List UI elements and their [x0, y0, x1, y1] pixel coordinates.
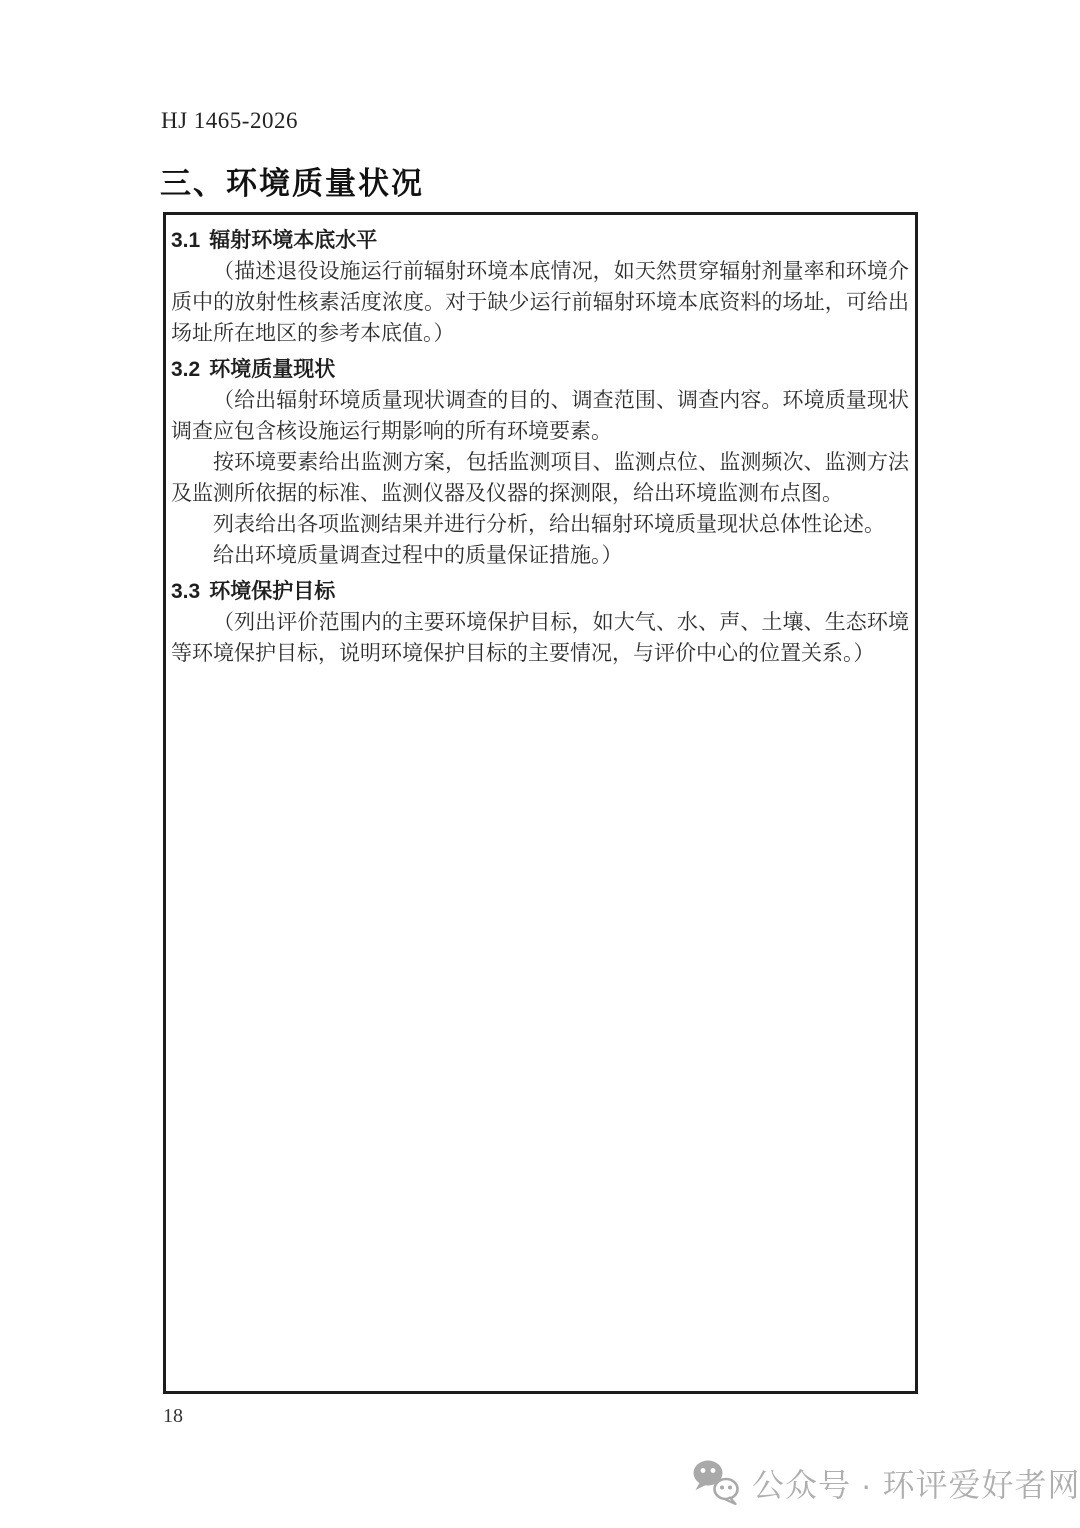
- doc-code: HJ 1465-2026: [161, 108, 298, 133]
- section-paragraph: 列表给出各项监测结果并进行分析，给出辐射环境质量现状总体性论述。: [213, 512, 885, 536]
- section-paragraph: 给出环境质量调查过程中的质量保证措施。）: [213, 543, 623, 567]
- section-3-1: [171, 225, 909, 349]
- section-heading-text: 环境质量现状: [209, 358, 336, 381]
- page-title: 三、环境质量状况: [160, 166, 424, 201]
- watermark-text: 公众号 · 环评爱好者网: [752, 1467, 1080, 1503]
- section-paragraph: 按环境要素给出监测方案，包括监测项目、监测点位、监测频次、监测方法及监测所依据的标准、监测仪器及仪器的探测限，给出环境监测布点图。: [171, 450, 909, 505]
- content-box: [163, 212, 918, 1394]
- wechat-icon: [688, 1458, 744, 1508]
- section-heading: [171, 576, 909, 607]
- section-3-2: [171, 354, 909, 571]
- section-heading: [171, 225, 909, 256]
- section-number: 3.3: [171, 580, 201, 603]
- section-paragraph: （给出辐射环境质量现状调查的目的、调查范围、调查内容。环境质量现状调查应包含核设施运行期影响的所有环境要素。: [171, 388, 909, 443]
- section-heading-text: 辐射环境本底水平: [209, 229, 378, 252]
- page-number: 18: [163, 1405, 183, 1427]
- section-number: 3.1: [171, 229, 201, 252]
- section-heading-text: 环境保护目标: [209, 580, 336, 603]
- section-number: 3.2: [171, 358, 201, 381]
- section-3-3: [171, 576, 909, 669]
- section-heading: [171, 354, 909, 385]
- watermark: [688, 1458, 1080, 1508]
- section-paragraph: （列出评价范围内的主要环境保护目标，如大气、水、声、土壤、生态环境等环境保护目标，说明环境保护目标的主要情况，与评价中心的位置关系。）: [171, 610, 909, 665]
- section-paragraph: （描述退役设施运行前辐射环境本底情况，如天然贯穿辐射剂量率和环境介质中的放射性核素活度浓度。对于缺少运行前辐射环境本底资料的场址，可给出场址所在地区的参考本底值。）: [171, 259, 909, 345]
